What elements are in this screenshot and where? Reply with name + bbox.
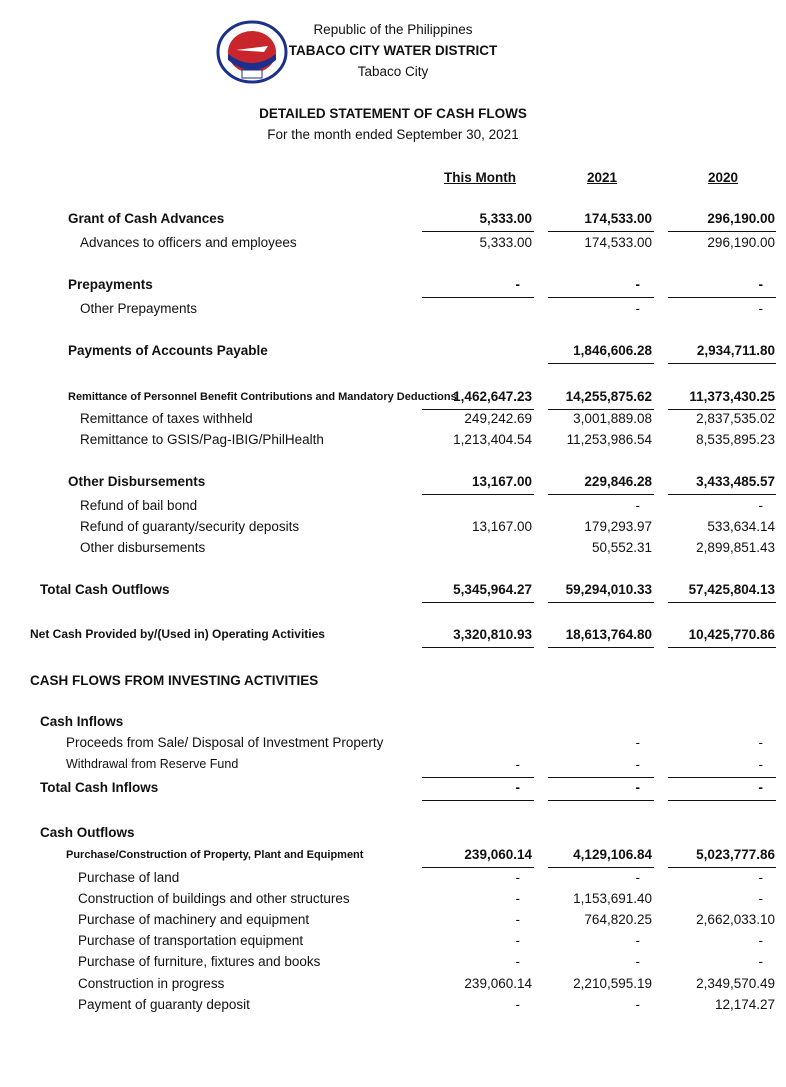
rule-line bbox=[422, 602, 534, 603]
cell-net-cash-2021: 18,613,764.80 bbox=[565, 627, 652, 642]
statement-period: For the month ended September 30, 2021 bbox=[267, 127, 519, 142]
row-label-furniture: Purchase of furniture, fixtures and books bbox=[78, 954, 321, 969]
cell-cip-this-month: 239,060.14 bbox=[464, 976, 532, 991]
cell-grant-this-month: 5,333.00 bbox=[479, 211, 532, 226]
column-header-2021: 2021 bbox=[586, 170, 618, 185]
statement-title: DETAILED STATEMENT OF CASH FLOWS bbox=[259, 106, 527, 121]
cell-buildings-2020: - bbox=[758, 891, 763, 906]
cell-buildings-this-month: - bbox=[515, 891, 520, 906]
cell-ppe-2021: 4,129,106.84 bbox=[573, 847, 652, 862]
row-label-other-disb: Other Disbursements bbox=[68, 474, 206, 489]
rule-line bbox=[668, 231, 776, 232]
rule-line bbox=[548, 647, 654, 648]
row-label-other-d: Other disbursements bbox=[80, 540, 206, 555]
rule-line bbox=[668, 363, 776, 364]
row-label-total-in: Total Cash Inflows bbox=[40, 780, 159, 795]
cell-reserve-this-month: - bbox=[515, 757, 520, 772]
row-label-other-prepay: Other Prepayments bbox=[80, 301, 198, 316]
row-label-payables: Payments of Accounts Payable bbox=[68, 343, 268, 358]
cell-prepay-2020: - bbox=[758, 277, 763, 292]
cell-machinery-2021: 764,820.25 bbox=[584, 912, 652, 927]
cell-gsis-this-month: 1,213,404.54 bbox=[453, 432, 532, 447]
cell-prepay-this-month: - bbox=[515, 277, 520, 292]
rule-line bbox=[422, 800, 534, 801]
row-label-land: Purchase of land bbox=[78, 870, 180, 885]
rule-line bbox=[422, 297, 534, 298]
row-label-prepay: Prepayments bbox=[68, 277, 153, 292]
row-label-net-cash: Net Cash Provided by/(Used in) Operating Activities bbox=[30, 627, 325, 641]
row-label-advances: Advances to officers and employees bbox=[80, 235, 297, 250]
row-label-cash-in: Cash Inflows bbox=[40, 714, 124, 729]
cell-grant-2020: 296,190.00 bbox=[707, 211, 775, 226]
cell-machinery-this-month: - bbox=[515, 912, 520, 927]
cell-other-prepay-2020: - bbox=[758, 301, 763, 316]
cell-reserve-2021: - bbox=[635, 757, 640, 772]
cell-total-out-2021: 59,294,010.33 bbox=[565, 582, 652, 597]
cell-advances-this-month: 5,333.00 bbox=[479, 235, 532, 250]
row-label-ppe: Purchase/Construction of Property, Plant and Equipment bbox=[66, 849, 364, 861]
cell-payables-2021: 1,846,606.28 bbox=[573, 343, 652, 358]
row-label-invest-head: CASH FLOWS FROM INVESTING ACTIVITIES bbox=[30, 673, 319, 688]
column-header-this-month: This Month bbox=[444, 170, 516, 185]
cell-land-2021: - bbox=[635, 870, 640, 885]
rule-line bbox=[548, 231, 654, 232]
rule-line bbox=[548, 602, 654, 603]
cell-grant-2021: 174,533.00 bbox=[584, 211, 652, 226]
rule-line bbox=[422, 777, 534, 778]
rule-line bbox=[422, 647, 534, 648]
cell-guaranty-dep-this-month: - bbox=[515, 997, 520, 1012]
cell-total-out-this-month: 5,345,964.27 bbox=[453, 582, 532, 597]
row-label-grant: Grant of Cash Advances bbox=[68, 211, 225, 226]
cell-taxes-2021: 3,001,889.08 bbox=[573, 411, 652, 426]
row-label-reserve: Withdrawal from Reserve Fund bbox=[66, 757, 239, 771]
cell-taxes-this-month: 249,242.69 bbox=[464, 411, 532, 426]
cell-buildings-2021: 1,153,691.40 bbox=[573, 891, 652, 906]
cell-guaranty-2020: 533,634.14 bbox=[707, 519, 775, 534]
cell-gsis-2021: 11,253,986.54 bbox=[566, 432, 652, 447]
cell-guaranty-this-month: 13,167.00 bbox=[471, 519, 532, 534]
cell-ppe-2020: 5,023,777.86 bbox=[696, 847, 775, 862]
cell-other-prepay-2021: - bbox=[635, 301, 640, 316]
cell-bail-2021: - bbox=[635, 498, 640, 513]
cell-cip-2021: 2,210,595.19 bbox=[573, 976, 652, 991]
rule-line bbox=[422, 867, 534, 868]
cell-other-disb-this-month: 13,167.00 bbox=[471, 474, 532, 489]
cell-other-disb-2021: 229,846.28 bbox=[584, 474, 652, 489]
cell-transport-2020: - bbox=[758, 933, 763, 948]
rule-line bbox=[668, 867, 776, 868]
cell-prepay-2021: - bbox=[635, 277, 640, 292]
row-label-guaranty-dep: Payment of guaranty deposit bbox=[78, 997, 250, 1012]
cell-ppe-this-month: 239,060.14 bbox=[464, 847, 532, 862]
cell-net-cash-this-month: 3,320,810.93 bbox=[453, 627, 532, 642]
cell-total-out-2020: 57,425,804.13 bbox=[688, 582, 775, 597]
cell-machinery-2020: 2,662,033.10 bbox=[696, 912, 775, 927]
cell-total-in-2021: - bbox=[635, 780, 640, 795]
cell-net-cash-2020: 10,425,770.86 bbox=[688, 627, 775, 642]
rule-line bbox=[668, 297, 776, 298]
cell-remit-2020: 11,373,430.25 bbox=[689, 389, 775, 404]
cell-guaranty-dep-2020: 12,174.27 bbox=[714, 997, 775, 1012]
cell-furniture-2020: - bbox=[758, 954, 763, 969]
rule-line bbox=[668, 777, 776, 778]
cell-other-d-2020: 2,899,851.43 bbox=[696, 540, 775, 555]
rule-line bbox=[548, 297, 654, 298]
rule-line bbox=[668, 800, 776, 801]
rule-line bbox=[668, 409, 776, 410]
rule-line bbox=[548, 800, 654, 801]
rule-line bbox=[548, 494, 654, 495]
rule-line bbox=[548, 363, 654, 364]
cell-taxes-2020: 2,837,535.02 bbox=[696, 411, 775, 426]
cell-guaranty-dep-2021: - bbox=[635, 997, 640, 1012]
cell-total-in-2020: - bbox=[758, 780, 763, 795]
rule-line bbox=[668, 647, 776, 648]
rule-line bbox=[422, 231, 534, 232]
row-label-proceeds: Proceeds from Sale/ Disposal of Investment Property bbox=[66, 735, 384, 750]
cell-transport-this-month: - bbox=[515, 933, 520, 948]
cell-payables-2020: 2,934,711.80 bbox=[696, 343, 775, 358]
row-label-machinery: Purchase of machinery and equipment bbox=[78, 912, 310, 927]
row-label-buildings: Construction of buildings and other structures bbox=[78, 891, 350, 906]
row-label-guaranty: Refund of guaranty/security deposits bbox=[80, 519, 300, 534]
cell-bail-2020: - bbox=[758, 498, 763, 513]
row-label-total-out: Total Cash Outflows bbox=[40, 582, 170, 597]
cell-other-d-2021: 50,552.31 bbox=[591, 540, 652, 555]
cell-advances-2020: 296,190.00 bbox=[707, 235, 775, 250]
row-label-taxes: Remittance of taxes withheld bbox=[80, 411, 253, 426]
row-label-gsis: Remittance to GSIS/Pag-IBIG/PhilHealth bbox=[80, 432, 324, 447]
cell-proceeds-2020: - bbox=[758, 735, 763, 750]
rule-line bbox=[548, 867, 654, 868]
cell-reserve-2020: - bbox=[758, 757, 763, 772]
row-label-bail: Refund of bail bond bbox=[80, 498, 198, 513]
row-label-cip: Construction in progress bbox=[78, 976, 225, 991]
cell-advances-2021: 174,533.00 bbox=[584, 235, 652, 250]
cell-gsis-2020: 8,535,895.23 bbox=[696, 432, 775, 447]
cell-furniture-2021: - bbox=[635, 954, 640, 969]
cell-furniture-this-month: - bbox=[515, 954, 520, 969]
rule-line bbox=[548, 777, 654, 778]
cell-remit-this-month: 1,462,647.23 bbox=[453, 389, 532, 404]
row-label-cash-out: Cash Outflows bbox=[40, 825, 135, 840]
cell-remit-2021: 14,255,875.62 bbox=[565, 389, 652, 404]
rule-line bbox=[668, 602, 776, 603]
cell-proceeds-2021: - bbox=[635, 735, 640, 750]
rule-line bbox=[548, 409, 654, 410]
cell-guaranty-2021: 179,293.97 bbox=[584, 519, 652, 534]
row-label-transport: Purchase of transportation equipment bbox=[78, 933, 304, 948]
column-header-2020: 2020 bbox=[707, 170, 739, 185]
republic-line: Republic of the Philippines bbox=[313, 22, 473, 37]
agency-city: Tabaco City bbox=[357, 64, 429, 79]
rule-line bbox=[422, 494, 534, 495]
cell-land-this-month: - bbox=[515, 870, 520, 885]
cell-total-in-this-month: - bbox=[515, 780, 520, 795]
cell-transport-2021: - bbox=[635, 933, 640, 948]
row-label-remit: Remittance of Personnel Benefit Contributions and Mandatory Deductions bbox=[68, 391, 457, 403]
rule-line bbox=[422, 409, 534, 410]
cell-cip-2020: 2,349,570.49 bbox=[696, 976, 775, 991]
agency-name: TABACO CITY WATER DISTRICT bbox=[288, 43, 498, 58]
rule-line bbox=[668, 494, 776, 495]
cell-other-disb-2020: 3,433,485.57 bbox=[696, 474, 775, 489]
cell-land-2020: - bbox=[758, 870, 763, 885]
